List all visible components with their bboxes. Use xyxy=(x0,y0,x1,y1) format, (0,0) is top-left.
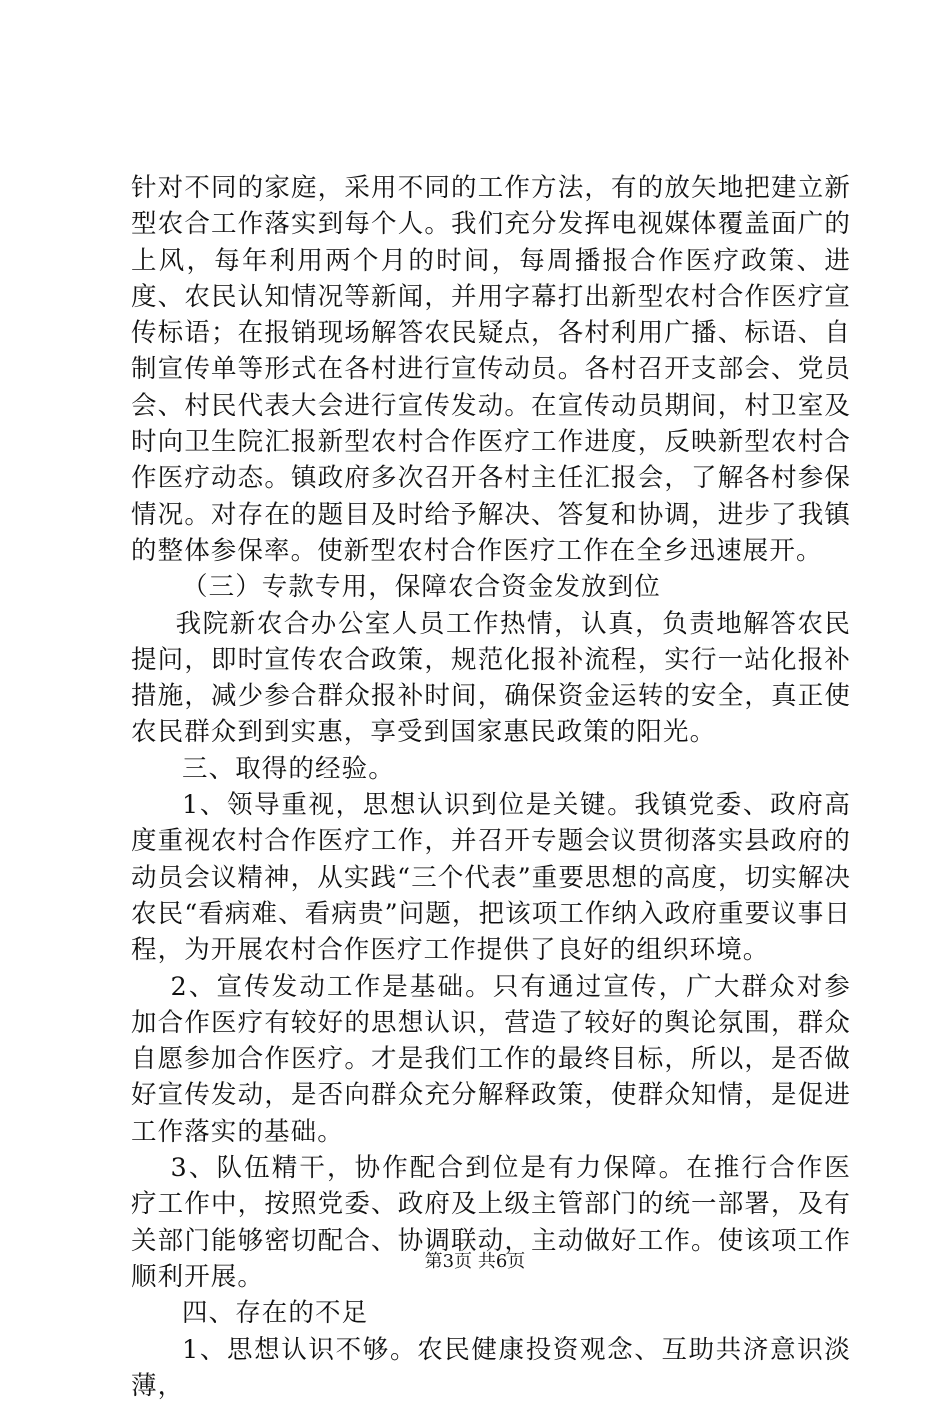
paragraph-1: 针对不同的家庭，采用不同的工作方法，有的放矢地把建立新型农合工作落实到每个人。我们充分发挥电视媒体覆盖面广的上风，每年利用两个月的时间，每周播报合作医疗政策、进度、农民认知情况等新闻，并用字幕打出新型农村合作医疗宣传标语；在报销现场解答农民疑点，各村利用广播、标语、自制宣传单等形式在各村进行宣传动员。各村召开支部会、党员会、村民代表大会进行宣传发动。在宣传动员期间，村卫室及时向卫生院汇报新型农村合作医疗工作进度，反映新型农村合作医疗动态。镇政府多次召开各村主任汇报会，了解各村参保情况。对存在的题目及时给予解决、答复和协调，进步了我镇的整体参保率。使新型农村合作医疗工作在全乡迅速展开。 xyxy=(131,170,851,569)
paragraph-2: 我院新农合办公室人员工作热情，认真，负责地解答农民提问，即时宣传农合政策，规范化报补流程，实行一站化报补措施，减少参合群众报补时间，确保资金运转的安全，真正使农民群众到到实惠，享受到国家惠民政策的阳光。 xyxy=(131,606,851,751)
document-body xyxy=(131,170,851,1404)
paragraph-experience-1: 1、领导重视，思想认识到位是关键。我镇党委、政府高度重视农村合作医疗工作，并召开专题会议贯彻落实县政府的动员会议精神，从实践“三个代表”重要思想的高度，切实解决农民“看病难、看病贵”问题，把该项工作纳入政府重要议事日程，为开展农村合作医疗工作提供了良好的组织环境。 xyxy=(131,787,851,968)
page-footer: 第3页 共6页 xyxy=(0,1247,950,1273)
section-heading-experience: 三、取得的经验。 xyxy=(131,751,851,787)
paragraph-experience-2: 2、宣传发动工作是基础。只有通过宣传，广大群众对参加合作医疗有较好的思想认识，营造了较好的舆论氛围，群众自愿参加合作医疗。才是我们工作的最终目标，所以，是否做好宣传发动，是否向群众充分解释政策，使群众知情，是促进工作落实的基础。 xyxy=(131,969,851,1150)
paragraph-experience-3: 3、队伍精干，协作配合到位是有力保障。在推行合作医疗工作中，按照党委、政府及上级主管部门的统一部署，及有关部门能够密切配合、协调联动，主动做好工作。使该项工作顺利开展。 xyxy=(131,1150,851,1295)
section-heading-3: （三）专款专用，保障农合资金发放到位 xyxy=(131,569,851,605)
section-heading-shortcomings: 四、存在的不足 xyxy=(131,1295,851,1331)
paragraph-shortcoming-1: 1、思想认识不够。农民健康投资观念、互助共济意识淡薄， xyxy=(131,1332,851,1404)
